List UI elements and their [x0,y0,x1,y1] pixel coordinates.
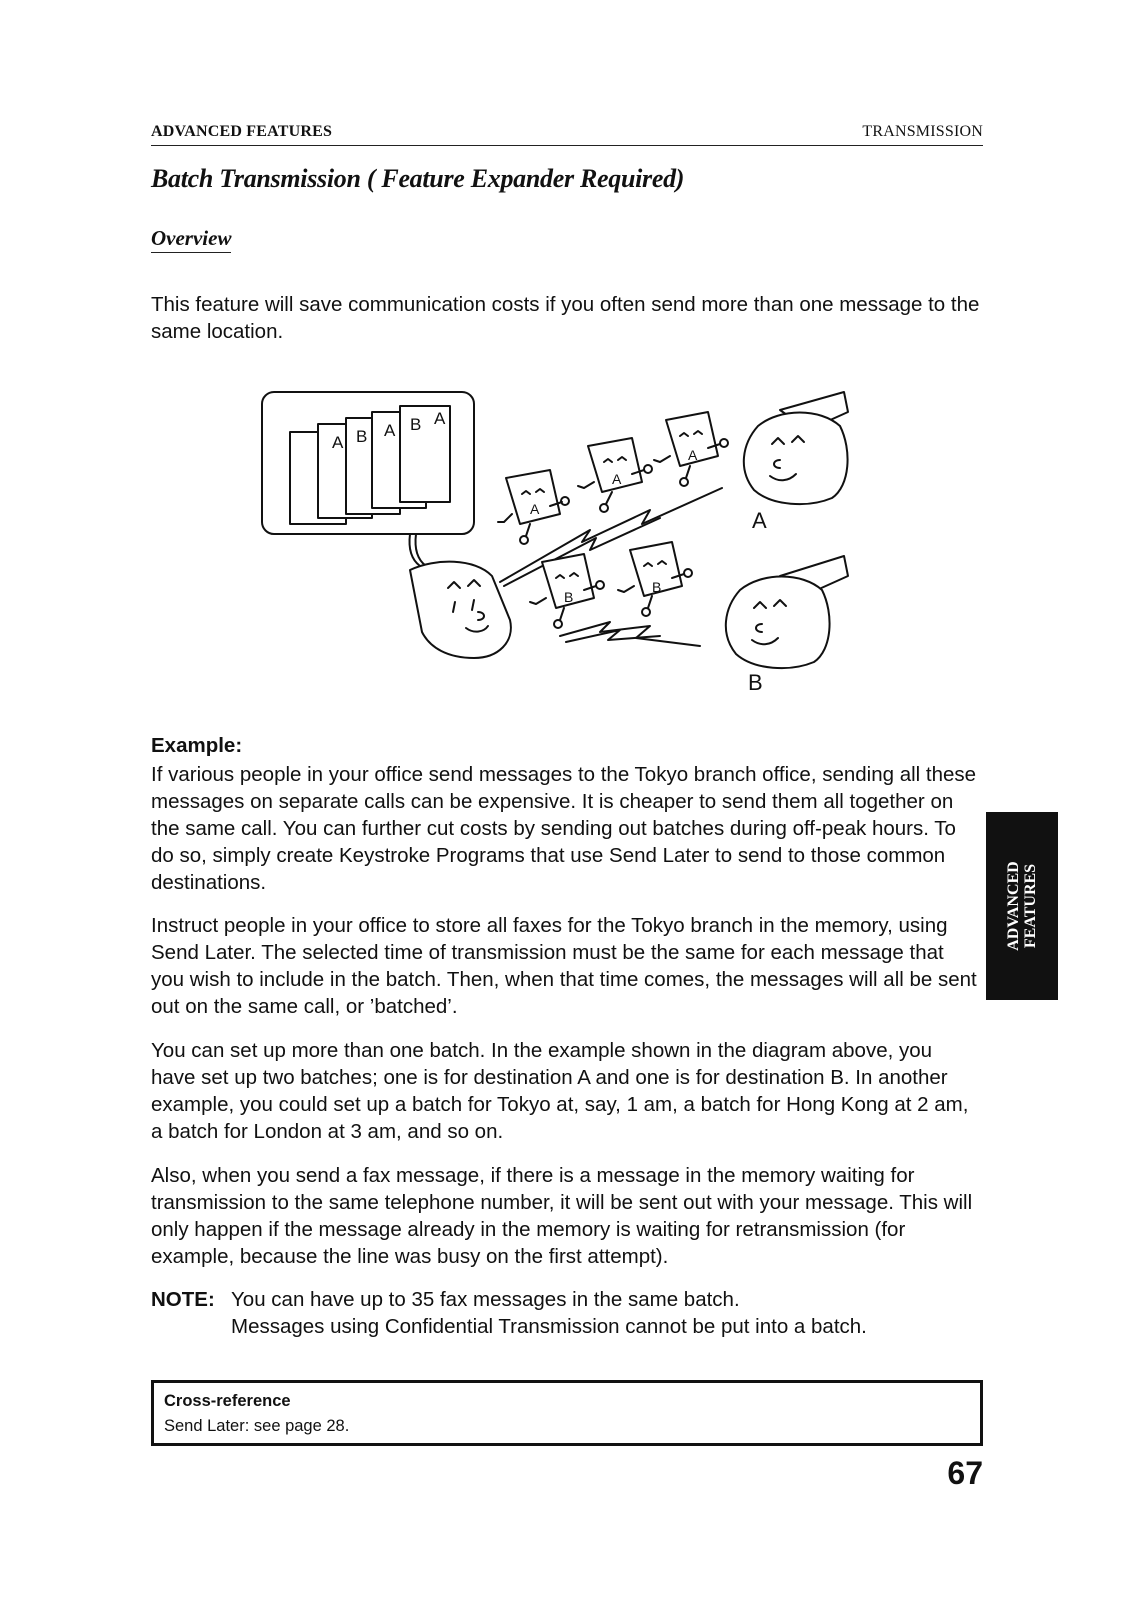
running-page-b-1 [530,554,604,628]
intro-paragraph: This feature will save communication costs if you often send more than one message to the same location. [151,293,980,343]
overview-heading: Overview [151,226,231,253]
page-title: Batch Transmission ( Feature Expander Required) [151,164,685,193]
batch-illustration [260,390,880,720]
page-a-label-1: A [530,501,540,517]
page-a-label-3: A [688,447,698,463]
paragraph-1-text: If various people in your office send messages to the Tokyo branch office, sending all these messages on separate calls can be expensive. It is cheaper to send them all together on the same call. You can further cut costs by sending out batches during off-peak hours. To do so, simply create Keystroke Programs that use Send Later to send to those common destinations. [151,763,977,894]
side-tab-line-1: ADVANCED [1005,861,1022,951]
section-thumb-tab [986,812,1058,1000]
transmission-bolt-b [560,622,700,646]
cross-reference-body: Send Later: see page 28. [164,1417,350,1435]
doc-label-1: A [332,433,344,452]
fax-a-label: A [752,508,767,533]
paragraph-2-text: Instruct people in your office to store all faxes for the Tokyo branch in the memory, using Send Later. The selected time of transmission must be the same for each message that you wish to include in the batch. Then, when that time comes, the messages will all be sent out on the same call, or ’batched’. [151,914,977,1018]
note-line-2: Messages using Confidential Transmission cannot be put into a batch. [231,1315,867,1338]
paragraph-3 [151,1037,981,1145]
note-label: NOTE: [151,1288,215,1311]
header-chapter: TRANSMISSION [862,123,983,140]
running-page-a-3 [654,412,728,486]
sender-fax-face [410,562,511,658]
document-stack [290,406,450,524]
paragraph-2 [151,912,981,1020]
note-line-1: You can have up to 35 fax messages in the same batch. [231,1288,740,1311]
section-thumb-tab-text [1005,861,1039,951]
note-lines [231,1286,991,1340]
header-section: ADVANCED FEATURES [151,123,333,140]
paragraph-1 [151,761,981,896]
cross-reference-title: Cross-reference [164,1392,291,1410]
example-heading: Example: [151,734,243,757]
page-b-label-1: B [564,589,574,605]
running-page-a-2 [578,438,652,512]
page-b-label-2: B [652,579,662,595]
destination-fax-a [744,392,848,533]
doc-label-4: B [410,415,422,434]
page-number: 67 [947,1455,983,1491]
destination-fax-b [726,556,848,695]
doc-label-5: A [434,409,446,428]
doc-label-3: A [384,421,396,440]
running-header [151,121,983,146]
page-a-label-2: A [612,471,622,487]
running-page-b-2 [618,542,692,616]
paragraph-4 [151,1162,981,1270]
fax-b-label: B [748,670,763,695]
paragraph-3-text: You can set up more than one batch. In the example shown in the diagram above, you have set up two batches; one is for destination A and one is for destination B. In another example, you could set up a batch for Tokyo at, say, 1 am, a batch for Hong Kong at 2 am, a batch for London at 3 am, and so on. [151,1039,969,1143]
doc-label-2: B [356,427,368,446]
running-page-a-1 [498,470,569,544]
side-tab-line-2: FEATURES [1022,863,1039,949]
paragraph-4-text: Also, when you send a fax message, if there is a message in the memory waiting for transmission to the same telephone number, it will be sent out with your message. This will only happen if the message already in the memory is waiting for retransmission (for example, because the line was busy on the first attempt). [151,1164,973,1268]
cross-reference-box [151,1380,983,1446]
